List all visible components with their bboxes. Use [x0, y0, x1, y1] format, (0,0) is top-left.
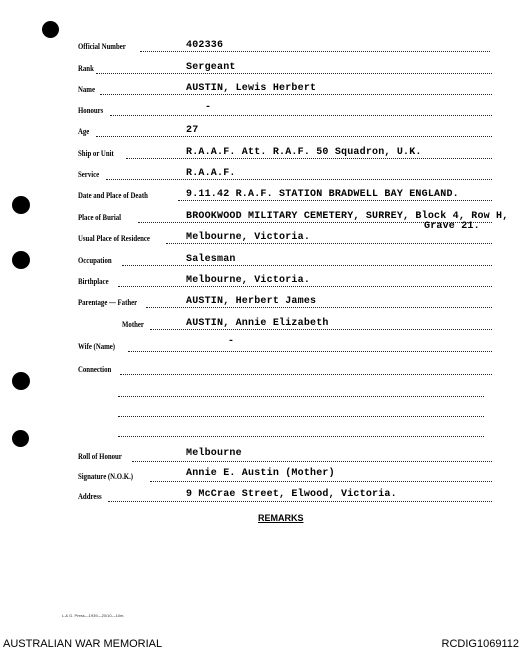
field-value: 9.11.42 R.A.F. STATION BRADWELL BAY ENGLAND.: [186, 189, 459, 200]
printer-imprint: L.& G. Press—1939—20/10—10m.: [62, 613, 125, 618]
field-label: Mother: [122, 320, 144, 329]
field-official-number: [0, 40, 523, 54]
field-label: Occupation: [78, 256, 112, 265]
archive-name: AUSTRALIAN WAR MEMORIAL: [3, 638, 163, 650]
field-date-place-of-death: [0, 189, 523, 203]
field-value: 27: [186, 125, 199, 136]
punch-hole: [42, 21, 59, 38]
field-label: Parentage — Father: [78, 298, 138, 307]
field-value: BROOKWOOD MILITARY CEMETERY, SURREY, Block 4, Row H,: [186, 211, 509, 222]
field-value: 402336: [186, 40, 224, 51]
field-value: AUSTIN, Lewis Herbert: [186, 83, 317, 94]
field-parentage-father: [0, 296, 523, 310]
field-wife-name: [0, 336, 523, 354]
remarks-heading: REMARKS: [258, 513, 304, 523]
field-value: -: [228, 336, 235, 347]
field-value: -: [205, 102, 212, 113]
field-label: Usual Place of Residence: [78, 234, 150, 243]
field-birthplace: [0, 275, 523, 289]
punch-hole: [12, 430, 29, 447]
field-value-continued: Grave 21.: [424, 221, 480, 232]
field-honours: [0, 104, 523, 118]
field-label: Date and Place of Death: [78, 191, 148, 200]
field-value: Sergeant: [186, 62, 236, 73]
field-label: Wife (Name): [78, 342, 116, 351]
field-value: Melbourne, Victoria.: [186, 232, 311, 243]
field-value: AUSTIN, Herbert James: [186, 296, 317, 307]
field-connection: [0, 363, 523, 377]
field-signature-nok: [0, 470, 523, 484]
field-name: [0, 83, 523, 97]
connection-line: [118, 396, 484, 397]
field-place-of-burial: [0, 211, 523, 233]
field-label: Birthplace: [78, 277, 109, 286]
field-occupation: [0, 254, 523, 268]
field-parentage-mother: [0, 318, 523, 332]
field-label: Connection: [78, 365, 112, 374]
field-value: AUSTIN, Annie Elizabeth: [186, 318, 329, 329]
field-rank: [0, 62, 523, 76]
field-label: Service: [78, 170, 100, 179]
field-value: Melbourne, Victoria.: [186, 275, 311, 286]
field-value: 9 McCrae Street, Elwood, Victoria.: [186, 489, 397, 500]
field-value: R.A.A.F.: [186, 168, 236, 179]
field-label: Signature (N.O.K.): [78, 472, 134, 481]
field-label: Roll of Honour: [78, 452, 122, 461]
field-service: [0, 168, 523, 182]
connection-line: [118, 436, 484, 437]
record-id: RCDIG1069112: [441, 638, 519, 650]
field-label: Ship or Unit: [78, 149, 114, 158]
connection-line: [118, 416, 484, 417]
field-value: Annie E. Austin (Mother): [186, 468, 335, 479]
field-roll-of-honour: [0, 450, 523, 464]
field-age: [0, 125, 523, 139]
field-address: [0, 490, 523, 504]
field-usual-place-of-residence: [0, 232, 523, 246]
field-label: Rank: [78, 64, 94, 73]
field-value: Melbourne: [186, 448, 242, 459]
field-value: Salesman: [186, 254, 236, 265]
field-label: Place of Burial: [78, 213, 122, 222]
field-label: Name: [78, 85, 95, 94]
field-label: Official Number: [78, 42, 126, 51]
field-value: R.A.A.F. Att. R.A.F. 50 Squadron, U.K.: [186, 147, 422, 158]
field-label: Age: [78, 127, 90, 136]
field-label: Honours: [78, 106, 104, 115]
field-label: Address: [78, 492, 102, 501]
field-ship-or-unit: [0, 147, 523, 161]
